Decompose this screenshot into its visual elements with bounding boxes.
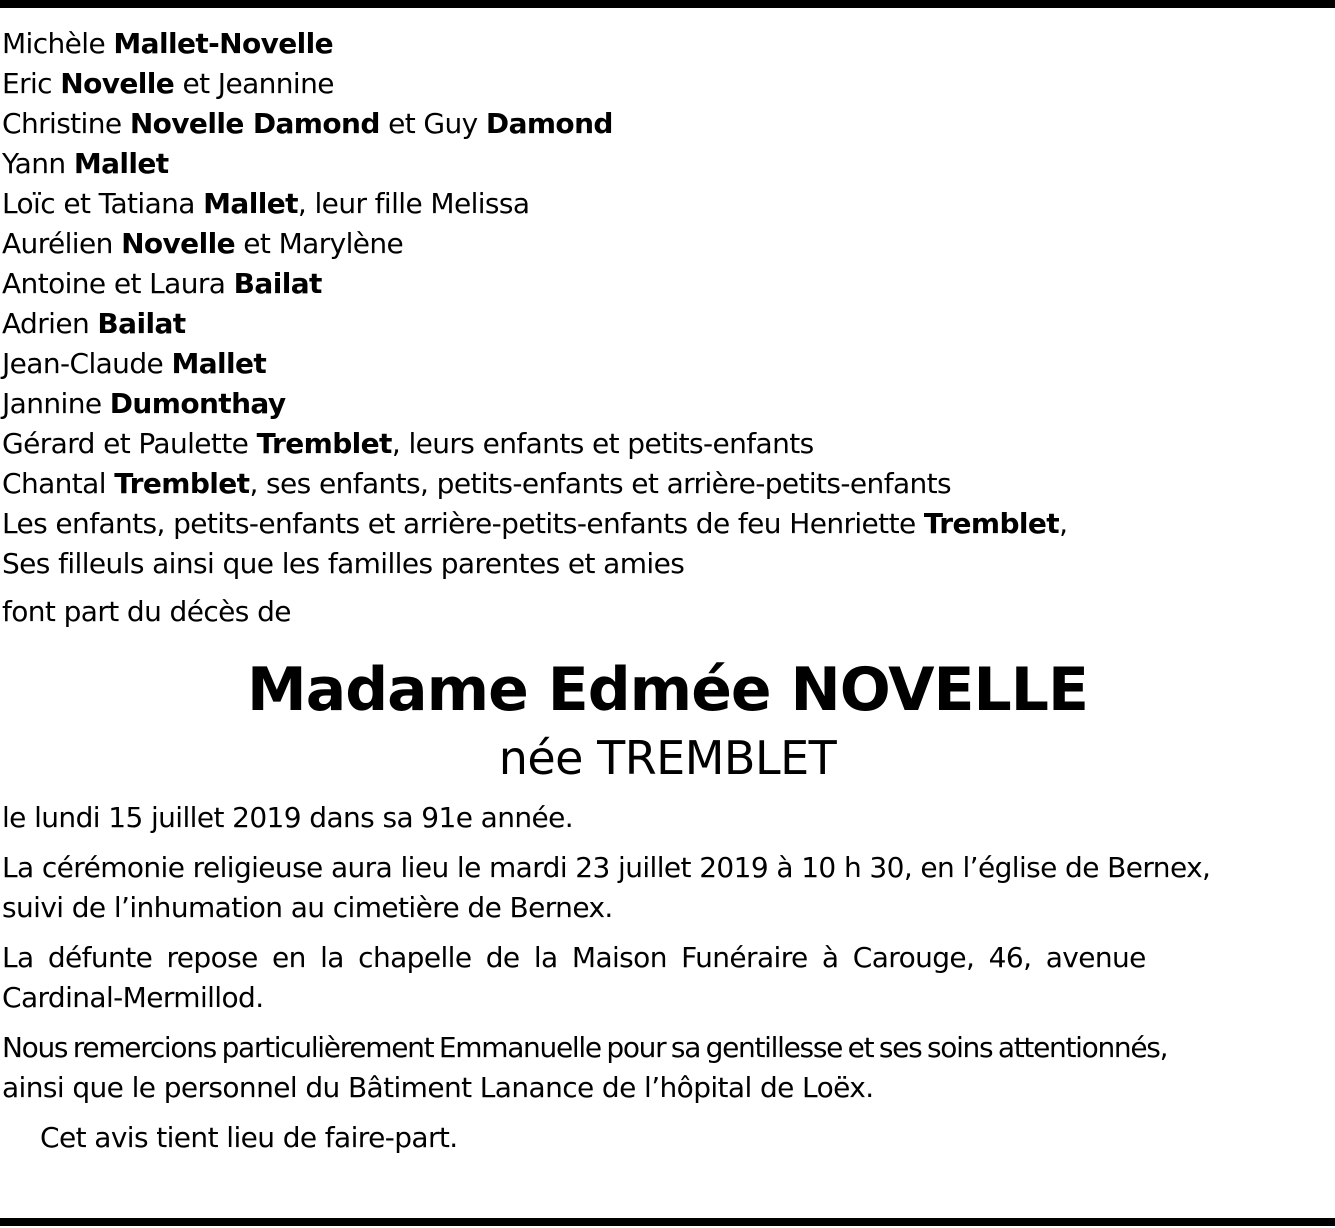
top-border-rule	[0, 0, 1335, 8]
announcement-text: font part du décès de	[2, 595, 291, 628]
mourner-line: Christine Novelle Damond et Guy Damond	[2, 107, 613, 140]
repose-line: La défunte repose en la chapelle de la Maison Funéraire à Carouge, 46, avenue	[2, 941, 1146, 974]
deceased-name: Madame Edmée NOVELLE	[247, 655, 1088, 725]
mourner-line: Eric Novelle et Jeannine	[2, 67, 334, 100]
mourner-line: Adrien Bailat	[2, 307, 186, 340]
repose-paragraph	[2, 938, 1333, 1018]
mourner-line: Antoine et Laura Bailat	[2, 267, 322, 300]
mourner-line: Loïc et Tatiana Mallet, leur fille Melissa	[2, 187, 530, 220]
thanks-line: Nous remercions particulièrement Emmanuelle pour sa gentillesse et ses soins attentionnés,	[2, 1031, 1168, 1064]
bottom-border-rule	[0, 1218, 1335, 1226]
mourner-line: Les enfants, petits-enfants et arrière-petits-enfants de feu Henriette Tremblet,	[2, 507, 1068, 540]
mourner-line: Aurélien Novelle et Marylène	[2, 227, 404, 260]
obituary-notice	[2, 24, 1333, 1158]
mourner-line: Jean-Claude Mallet	[2, 347, 267, 380]
maiden-name: née TREMBLET	[498, 731, 837, 785]
mourner-line: Jannine Dumonthay	[2, 387, 286, 420]
ceremony-paragraph	[2, 848, 1333, 928]
thanks-paragraph	[2, 1028, 1333, 1108]
mourner-line: Yann Mallet	[2, 147, 169, 180]
thanks-line: ainsi que le personnel du Bâtiment Lanance de l’hôpital de Loëx.	[2, 1071, 874, 1104]
mourner-line: Gérard et Paulette Tremblet, leurs enfants et petits-enfants	[2, 427, 814, 460]
mourners-list	[2, 24, 1333, 584]
mourner-line: Ses filleuls ainsi que les familles parentes et amies	[2, 547, 685, 580]
closing-text: Cet avis tient lieu de faire-part.	[40, 1121, 458, 1154]
mourner-line: Michèle Mallet-Novelle	[2, 27, 334, 60]
ceremony-line: suivi de l’inhumation au cimetière de Bernex.	[2, 891, 613, 924]
mourner-line: Chantal Tremblet, ses enfants, petits-enfants et arrière-petits-enfants	[2, 467, 952, 500]
repose-line: Cardinal-Mermillod.	[2, 981, 264, 1014]
death-date-text: le lundi 15 juillet 2019 dans sa 91e année.	[2, 801, 574, 834]
ceremony-line: La cérémonie religieuse aura lieu le mardi 23 juillet 2019 à 10 h 30, en l’église de Bernex,	[2, 851, 1211, 884]
